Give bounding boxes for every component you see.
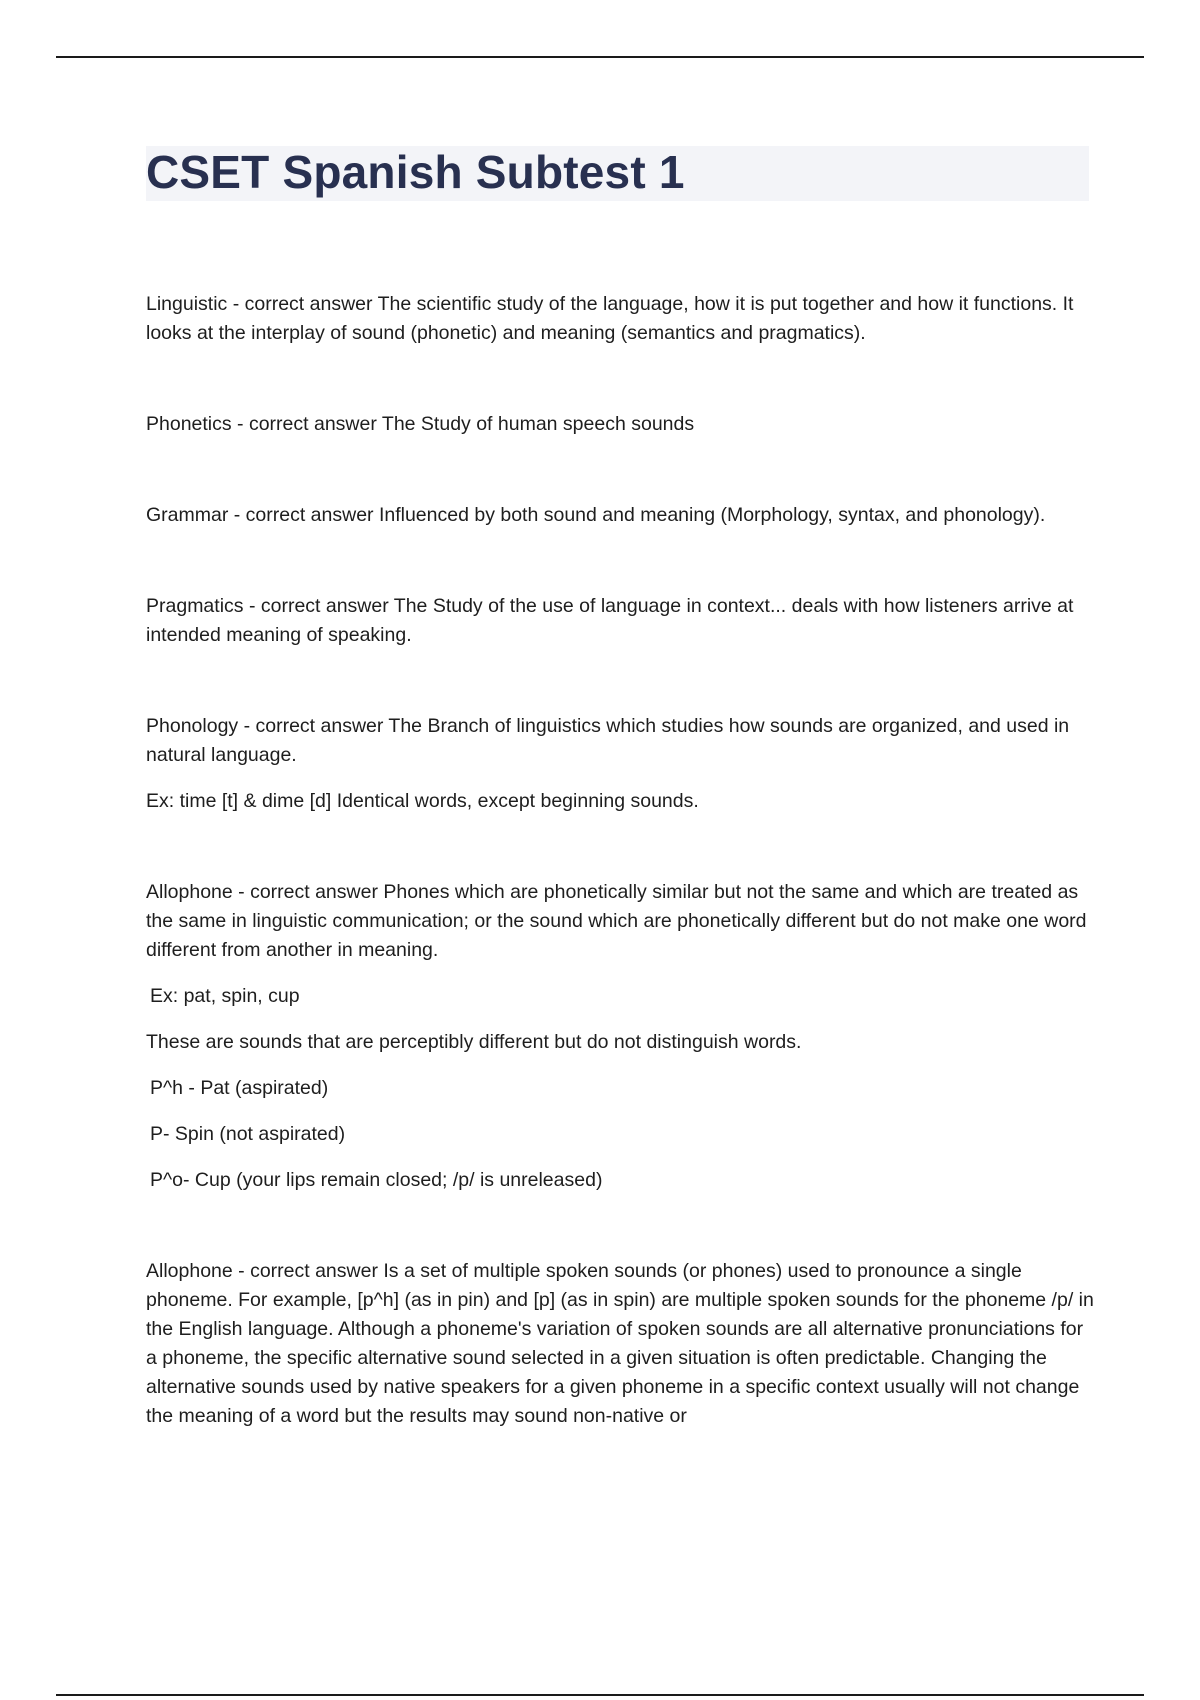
entry-text: Phonology - correct answer The Branch of linguistics which studies how sounds are organized, and used in natural language. — [146, 715, 1070, 766]
entry-example: Ex: time [t] & dime [d] Identical words, except beginning sounds. — [146, 790, 699, 812]
entry-text: Allophone - correct answer Phones which are phonetically similar but not the same and which are treated as the same in linguistic communication; or the sound which are phonetically different but do not make one word different from another in meaning. — [146, 881, 1087, 961]
entry-allophone-1 — [146, 878, 1096, 1195]
entry-text: Grammar - correct answer Influenced by both sound and meaning (Morphology, syntax, and phonology). — [146, 504, 1046, 526]
entry-note: These are sounds that are perceptibly different but do not distinguish words. — [146, 1031, 802, 1053]
entry-phonology — [146, 712, 1096, 816]
entry-grammar — [146, 501, 1096, 530]
entry-pragmatics — [146, 592, 1096, 650]
entry-phonetics — [146, 410, 1096, 439]
entry-linguistic — [146, 290, 1096, 348]
entry-example-line: P^o- Cup (your lips remain closed; /p/ is unreleased) — [150, 1169, 603, 1191]
page-title: CSET Spanish Subtest 1 — [146, 146, 685, 198]
entry-example-line: P- Spin (not aspirated) — [150, 1123, 346, 1145]
entry-text: Phonetics - correct answer The Study of human speech sounds — [146, 413, 695, 435]
entry-text: Linguistic - correct answer The scientific study of the language, how it is put together and how it functions. It looks at the interplay of sound (phonetic) and meaning (semantics and pragmatics). — [146, 293, 1074, 344]
entry-text: Pragmatics - correct answer The Study of the use of language in context... deals with how listeners arrive at intended meaning of speaking. — [146, 595, 1074, 646]
entry-example-line: P^h - Pat (aspirated) — [150, 1077, 329, 1099]
entry-allophone-2 — [146, 1257, 1096, 1431]
header-rule — [56, 56, 1144, 58]
entry-text: Allophone - correct answer Is a set of multiple spoken sounds (or phones) used to pronounce a single phoneme. For example, [p^h] (as in pin) and [p] (as in spin) are multiple spoken sounds for the phoneme /p/ in the English language. Although a phoneme's variation of spoken sounds are all alternative pronunciations for a phoneme, the specific alternative sound selected in a given situation is often predictable. Changing the alternative sounds used by native speakers for a given phoneme in a specific context usually will not change the meaning of a word but the results may sound non-native or — [146, 1260, 1094, 1427]
footer-rule — [56, 1694, 1144, 1696]
entry-example: Ex: pat, spin, cup — [150, 985, 300, 1007]
document-body — [146, 290, 1096, 1493]
